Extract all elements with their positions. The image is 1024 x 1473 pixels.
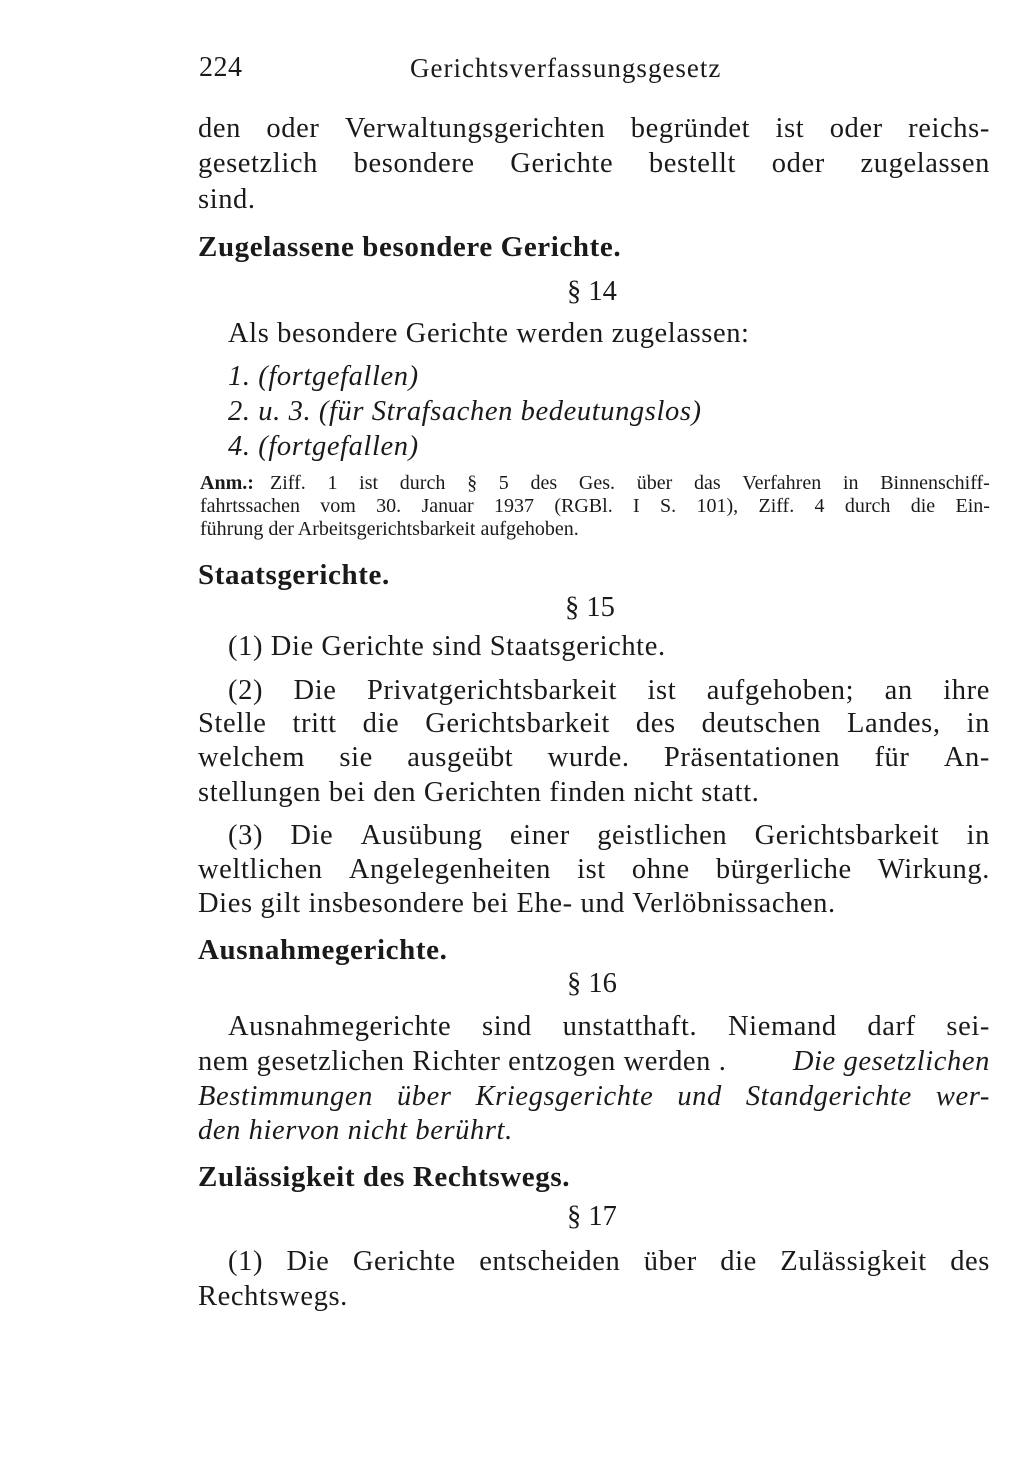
- word: 30.: [376, 495, 402, 517]
- word: besondere: [353, 148, 475, 179]
- word: Binnenschiff-: [880, 472, 990, 494]
- word: fahrtssachen: [200, 495, 300, 517]
- word: und: [677, 1081, 722, 1112]
- word: über: [643, 1246, 697, 1277]
- word: Gerichtsbarkeit: [425, 708, 610, 739]
- word: die: [362, 708, 400, 739]
- word: wurde.: [547, 742, 630, 773]
- section-15-p3-line-3: Dies gilt insbesondere bei Ehe- und Verlöbnissachen.: [198, 888, 836, 919]
- section-16-heading: Ausnahmegerichte.: [198, 934, 448, 966]
- word: Ziff.: [270, 472, 306, 494]
- section-15-number: § 15: [565, 592, 615, 623]
- section-15-paragraph-1: (1) Die Gerichte sind Staatsgerichte.: [228, 631, 666, 662]
- word: in: [966, 820, 990, 851]
- word: gesetzlich: [198, 148, 318, 179]
- word: begründet: [630, 113, 751, 144]
- word: Die: [293, 675, 337, 706]
- section-14-intro: Als besondere Gerichte werden zugelassen:: [228, 318, 750, 349]
- word: Ges.: [578, 472, 615, 494]
- word: welchem: [198, 742, 306, 773]
- word: Zulässigkeit: [780, 1246, 927, 1277]
- word: den: [198, 113, 241, 144]
- section-14-heading: Zugelassene besondere Gerichte.: [198, 231, 622, 263]
- word: Stelle: [198, 708, 267, 739]
- word: durch: [844, 495, 891, 517]
- word: über: [396, 1081, 452, 1112]
- page-number: 224: [199, 52, 243, 83]
- word: bürgerliche: [715, 854, 852, 885]
- word: unstatthaft.: [562, 1011, 698, 1042]
- word: Verfahren: [742, 472, 822, 494]
- section-15-p2-line-4: stellungen bei den Gerichten finden nicht statt.: [198, 777, 760, 808]
- word: Landes,: [846, 708, 941, 739]
- word: Standgerichte: [745, 1081, 912, 1112]
- continuation-line-3: sind.: [198, 184, 256, 215]
- word: ist: [577, 854, 606, 885]
- section-16-line-2-italic: Die gesetzlichen: [792, 1046, 990, 1077]
- word: Gerichtsbarkeit: [754, 820, 940, 851]
- word: Ein-: [955, 495, 990, 517]
- word: Gerichte: [352, 1246, 456, 1277]
- section-15-p2-line-1: [228, 673, 990, 709]
- word: für: [874, 742, 910, 773]
- section-14-item-1: 1. (fortgefallen): [228, 361, 419, 392]
- word: weltlichen: [198, 854, 323, 885]
- word: ohne: [631, 854, 690, 885]
- section-15-p2-line-2: [198, 706, 990, 742]
- word: sei-: [946, 1011, 990, 1042]
- word: (2): [228, 675, 264, 706]
- section-16-line-2: [198, 1044, 990, 1080]
- word: Januar: [421, 495, 474, 517]
- word: die: [910, 495, 936, 517]
- word: geistlichen: [597, 820, 728, 851]
- word: an: [884, 675, 913, 706]
- word: vom: [320, 495, 356, 517]
- word: oder: [771, 148, 825, 179]
- section-14-note-line-1: [200, 471, 990, 495]
- section-17-number: § 17: [567, 1201, 617, 1232]
- section-14-item-2: 2. u. 3. (für Strafsachen bedeutungslos): [228, 396, 702, 427]
- word: Ausübung: [360, 820, 483, 851]
- word: ist: [775, 113, 805, 144]
- word: Kriegsgerichte: [475, 1081, 654, 1112]
- word: des: [635, 708, 676, 739]
- word: sind: [482, 1011, 532, 1042]
- word: ist: [647, 675, 677, 706]
- word: Verwaltungsgerichten: [344, 113, 606, 144]
- word: Die: [286, 1246, 330, 1277]
- word: über: [636, 472, 673, 494]
- word: einer: [509, 820, 570, 851]
- continuation-line-2: [198, 146, 990, 182]
- section-16-line-4: den hiervon nicht berührt.: [198, 1115, 513, 1146]
- section-15-heading: Staatsgerichte.: [198, 559, 390, 591]
- note-line-1-words: [270, 471, 990, 495]
- word: durch: [399, 472, 446, 494]
- running-title: Gerichtsverfassungsgesetz: [410, 53, 722, 83]
- word: Die: [290, 820, 334, 851]
- word: darf: [867, 1011, 916, 1042]
- word: reichs-: [908, 113, 990, 144]
- word: 1937: [494, 495, 535, 517]
- section-15-p2-line-3: [198, 740, 990, 776]
- section-16-line-1: [228, 1009, 990, 1045]
- word: sie: [339, 742, 373, 773]
- word: wer-: [935, 1081, 990, 1112]
- word: des: [950, 1246, 990, 1277]
- word: zugelassen: [860, 148, 990, 179]
- word: entscheiden: [479, 1246, 621, 1277]
- word: S.: [660, 495, 677, 517]
- section-17-line-1: [228, 1244, 990, 1280]
- word: Angelegenheiten: [348, 854, 551, 885]
- word: Ausnahmegerichte: [228, 1011, 452, 1042]
- word: Wirkung.: [877, 854, 990, 885]
- word: Niemand: [728, 1011, 837, 1042]
- word: 101),: [696, 495, 739, 517]
- word: in: [842, 472, 859, 494]
- word: oder: [829, 113, 883, 144]
- word: das: [693, 472, 721, 494]
- word: Gerichte: [510, 148, 614, 179]
- word: ist: [359, 472, 379, 494]
- word: I: [633, 495, 640, 517]
- word: 5: [498, 472, 509, 494]
- word: ihre: [943, 675, 990, 706]
- word: aufgehoben;: [706, 675, 855, 706]
- section-16-number: § 16: [567, 968, 617, 999]
- section-16-line-2-normal: nem gesetzlichen Richter entzogen werden .: [198, 1046, 727, 1077]
- section-17-line-2: Rechtswegs.: [198, 1281, 348, 1312]
- word: 4: [814, 495, 825, 517]
- word: in: [966, 708, 990, 739]
- section-14-number: § 14: [567, 276, 617, 307]
- word: des: [530, 472, 558, 494]
- word: An-: [943, 742, 990, 773]
- continuation-line-1: [198, 111, 990, 147]
- section-17-heading: Zulässigkeit des Rechtswegs.: [198, 1161, 571, 1193]
- word: (RGBl.: [554, 495, 613, 517]
- word: Präsentationen: [663, 742, 841, 773]
- word: (1): [228, 1246, 264, 1277]
- word: tritt: [292, 708, 337, 739]
- word: deutschen: [701, 708, 821, 739]
- word: ausgeübt: [407, 742, 514, 773]
- word: 1: [327, 472, 338, 494]
- section-16-line-3: [198, 1079, 990, 1115]
- word: Bestimmungen: [198, 1081, 373, 1112]
- section-14-note-line-2: [200, 494, 990, 518]
- word: oder: [266, 113, 320, 144]
- word: Privatgerichtsbarkeit: [366, 675, 617, 706]
- note-label: Anm.:: [200, 472, 254, 494]
- section-14-item-3: 4. (fortgefallen): [228, 431, 419, 462]
- section-15-p3-line-2: [198, 852, 990, 888]
- word: Ziff.: [758, 495, 795, 517]
- word: (3): [228, 820, 264, 851]
- word: §: [467, 472, 478, 494]
- word: bestellt: [648, 148, 737, 179]
- section-14-note-line-3: führung der Arbeitsgerichtsbarkeit aufgehoben.: [200, 518, 579, 540]
- section-15-p3-line-1: [228, 818, 990, 854]
- word: die: [720, 1246, 757, 1277]
